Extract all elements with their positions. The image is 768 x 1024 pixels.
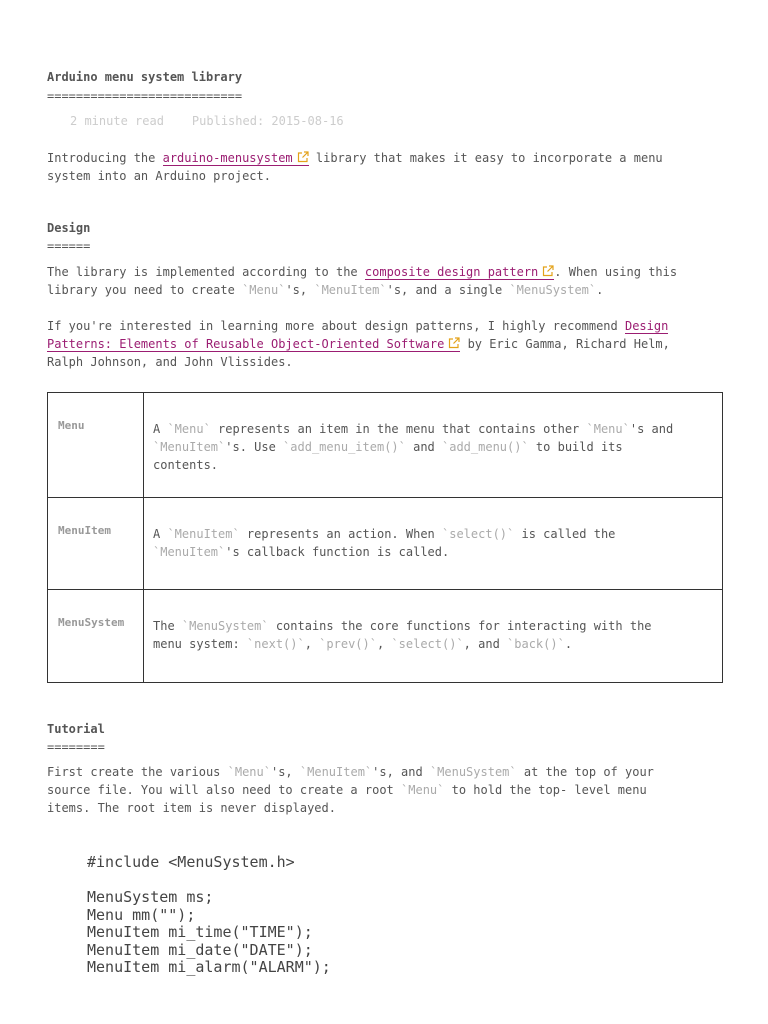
tutorial-heading: Tutorial — [47, 722, 105, 736]
article-meta — [70, 112, 372, 130]
design-underline: ====== — [47, 239, 91, 253]
table-row — [48, 590, 723, 683]
description-menu: A `Menu` represents an item in the menu that contains other `Menu`'s and `MenuItem`'s. Use `add_menu_item()` and `add_menu()` to build its contents. — [144, 393, 723, 498]
description-menusystem: The `MenuSystem` contains the core functions for interacting with the menu system: `next()`, `prev()`, `select()`, and `back()`. — [144, 590, 723, 683]
intro-paragraph: Introducing the arduino-menusystem library that makes it easy to incorporate a menu system into an Arduino project. — [47, 151, 663, 183]
design-patterns-book-link[interactable]: Patterns: Elements of Reusable Object-Oriented Software — [47, 337, 460, 352]
term-menusystem: MenuSystem — [48, 590, 144, 683]
definitions-table — [47, 392, 723, 683]
published-date: Published: 2015-08-16 — [191, 114, 344, 128]
design-paragraph-1: The library is implemented according to the composite design pattern . When using this library you need to create `Menu`'s, `MenuItem`'s, and a single `MenuSystem`. — [47, 265, 678, 297]
design-heading: Design — [47, 221, 91, 235]
design-paragraph-2: If you're interested in learning more about design patterns, I highly recommend Design Patterns: Elements of Reusable Object-Oriented Software by Eric Gamma, Richard Helm, Ralph Johnson, and John Vlissides. — [47, 319, 670, 369]
tutorial-underline: ======== — [47, 740, 105, 754]
description-menuitem: A `MenuItem` represents an action. When `select()` is called the `MenuItem`'s callback function is called. — [144, 498, 723, 590]
external-link-icon — [297, 151, 309, 163]
term-menu: Menu — [48, 393, 144, 498]
composite-design-pattern-link[interactable]: composite design pattern — [365, 265, 554, 280]
title-underline: =========================== — [47, 89, 243, 103]
page-title: Arduino menu system library — [47, 70, 243, 84]
code-block: #include <MenuSystem.h> MenuSystem ms; Menu mm(""); MenuItem mi_time("TIME"); MenuItem mi_date("DATE"); MenuItem mi_alarm("ALARM"); — [87, 853, 331, 976]
design-patterns-book-link-part1[interactable]: Design — [624, 319, 669, 333]
table-row — [48, 498, 723, 590]
table-row — [48, 393, 723, 498]
external-link-icon — [448, 337, 460, 349]
external-link-icon — [542, 265, 554, 277]
read-time: 2 minute read — [70, 114, 164, 128]
term-menuitem: MenuItem — [48, 498, 144, 590]
tutorial-paragraph: First create the various `Menu`'s, `MenuItem`'s, and `MenuSystem` at the top of your source file. You will also need to create a root `Menu` to hold the top- level menu items. The root item is never displayed. — [47, 765, 654, 815]
arduino-menusystem-link[interactable]: arduino-menusystem — [163, 151, 309, 166]
